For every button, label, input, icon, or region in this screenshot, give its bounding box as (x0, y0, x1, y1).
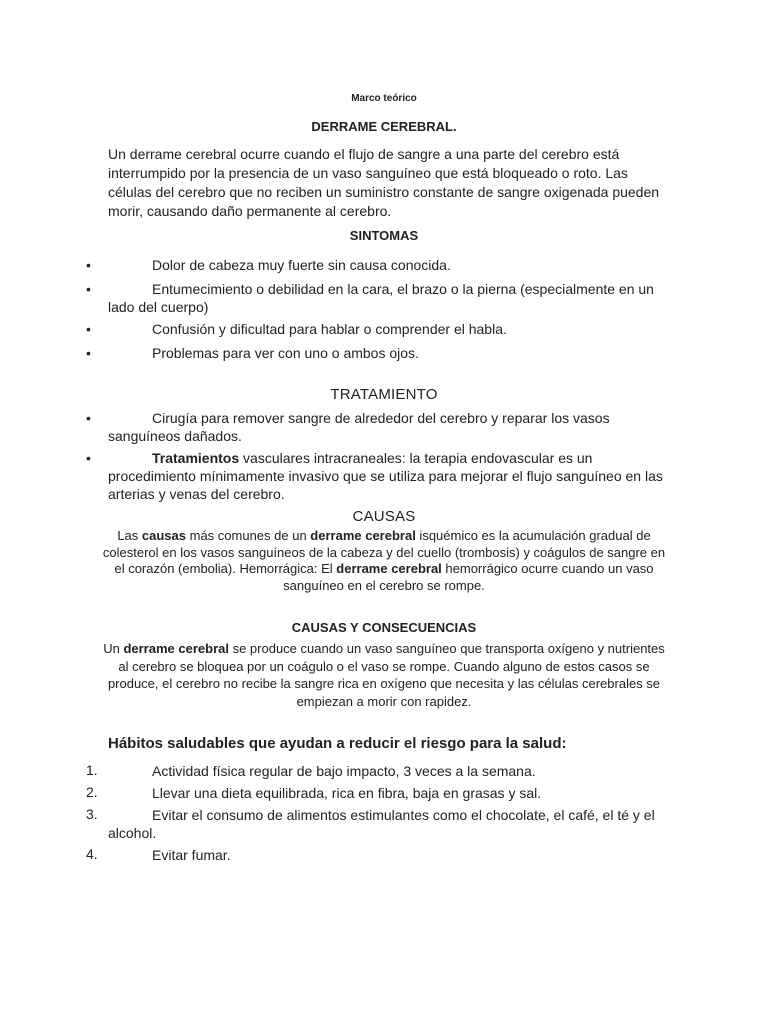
list-item: Evitar el consumo de alimentos estimulantes como el chocolate, el café, el té y el alcohol. (108, 807, 655, 841)
bullet-marker: • (86, 450, 91, 466)
habitos-heading: Hábitos saludables que ayudan a reducir el riesgo para la salud: (108, 735, 567, 752)
list-item: Problemas para ver con uno o ambos ojos. (152, 345, 419, 361)
list-item: Confusión y dificultad para hablar o comprender el habla. (152, 321, 507, 337)
document-title: DERRAME CEREBRAL. (311, 119, 457, 134)
list-number: 2. (86, 784, 98, 800)
list-item: Cirugía para remover sangre de alrededor del cerebro y reparar los vasos sanguíneos dañados. (108, 410, 610, 444)
bullet-marker: • (86, 257, 91, 273)
list-number: 1. (86, 762, 98, 778)
causas-consecuencias-paragraph: Un derrame cerebral se produce cuando un vaso sanguíneo que transporta oxígeno y nutrientes al cerebro se bloquea por un coágulo o el vaso se rompe. Cuando alguno de estos casos se produce, el cerebro no recibe la sangre rica en oxígeno que necesita y las células cerebrales se empiezan a morir con rapidez. (103, 641, 665, 709)
list-number: 3. (86, 806, 98, 822)
list-item: Llevar una dieta equilibrada, rica en fibra, baja en grasas y sal. (152, 785, 542, 801)
list-number: 4. (86, 846, 98, 862)
bullet-marker: • (86, 345, 91, 361)
bullet-marker: • (86, 281, 91, 297)
bullet-marker: • (86, 410, 91, 426)
list-item: Entumecimiento o debilidad en la cara, el brazo o la pierna (especialmente en un lado del cuerpo) (108, 281, 654, 315)
causas-heading: CAUSAS (352, 508, 416, 525)
intro-paragraph: Un derrame cerebral ocurre cuando el flujo de sangre a una parte del cerebro está interrumpido por la presencia de un vaso sanguíneo que está bloqueado o roto. Las células del cerebro que no reciben un suministro constante de sangre oxigenada pueden morir, causando daño permanente al cerebro. (108, 146, 660, 219)
list-item: Tratamientos vasculares intracraneales: la terapia endovascular es un procedimiento mínimamente invasivo que se utiliza para mejorar el flujo sanguíneo en las arterias y venas del cerebro. (108, 450, 663, 502)
causas-paragraph: Las causas más comunes de un derrame cerebral isquémico es la acumulación gradual de colesterol en los vasos sanguíneos de la cabeza y del cuello (trombosis) y coágulos de sangre en el corazón (embolia). Hemorrágica: El derrame cerebral hemorrágico ocurre cuando un vaso sanguíneo en el cerebro se rompe. (102, 528, 666, 593)
sintomas-heading: SINTOMAS (349, 228, 419, 243)
list-item: Actividad física regular de bajo impacto, 3 veces a la semana. (152, 763, 536, 779)
tratamiento-heading: TRATAMIENTO (330, 386, 438, 403)
document-heading: Marco teórico (351, 93, 417, 104)
causas-consecuencias-heading: CAUSAS Y CONSECUENCIAS (291, 620, 477, 635)
list-item: Dolor de cabeza muy fuerte sin causa conocida. (152, 257, 451, 273)
bullet-marker: • (86, 321, 91, 337)
list-item: Evitar fumar. (152, 847, 231, 863)
